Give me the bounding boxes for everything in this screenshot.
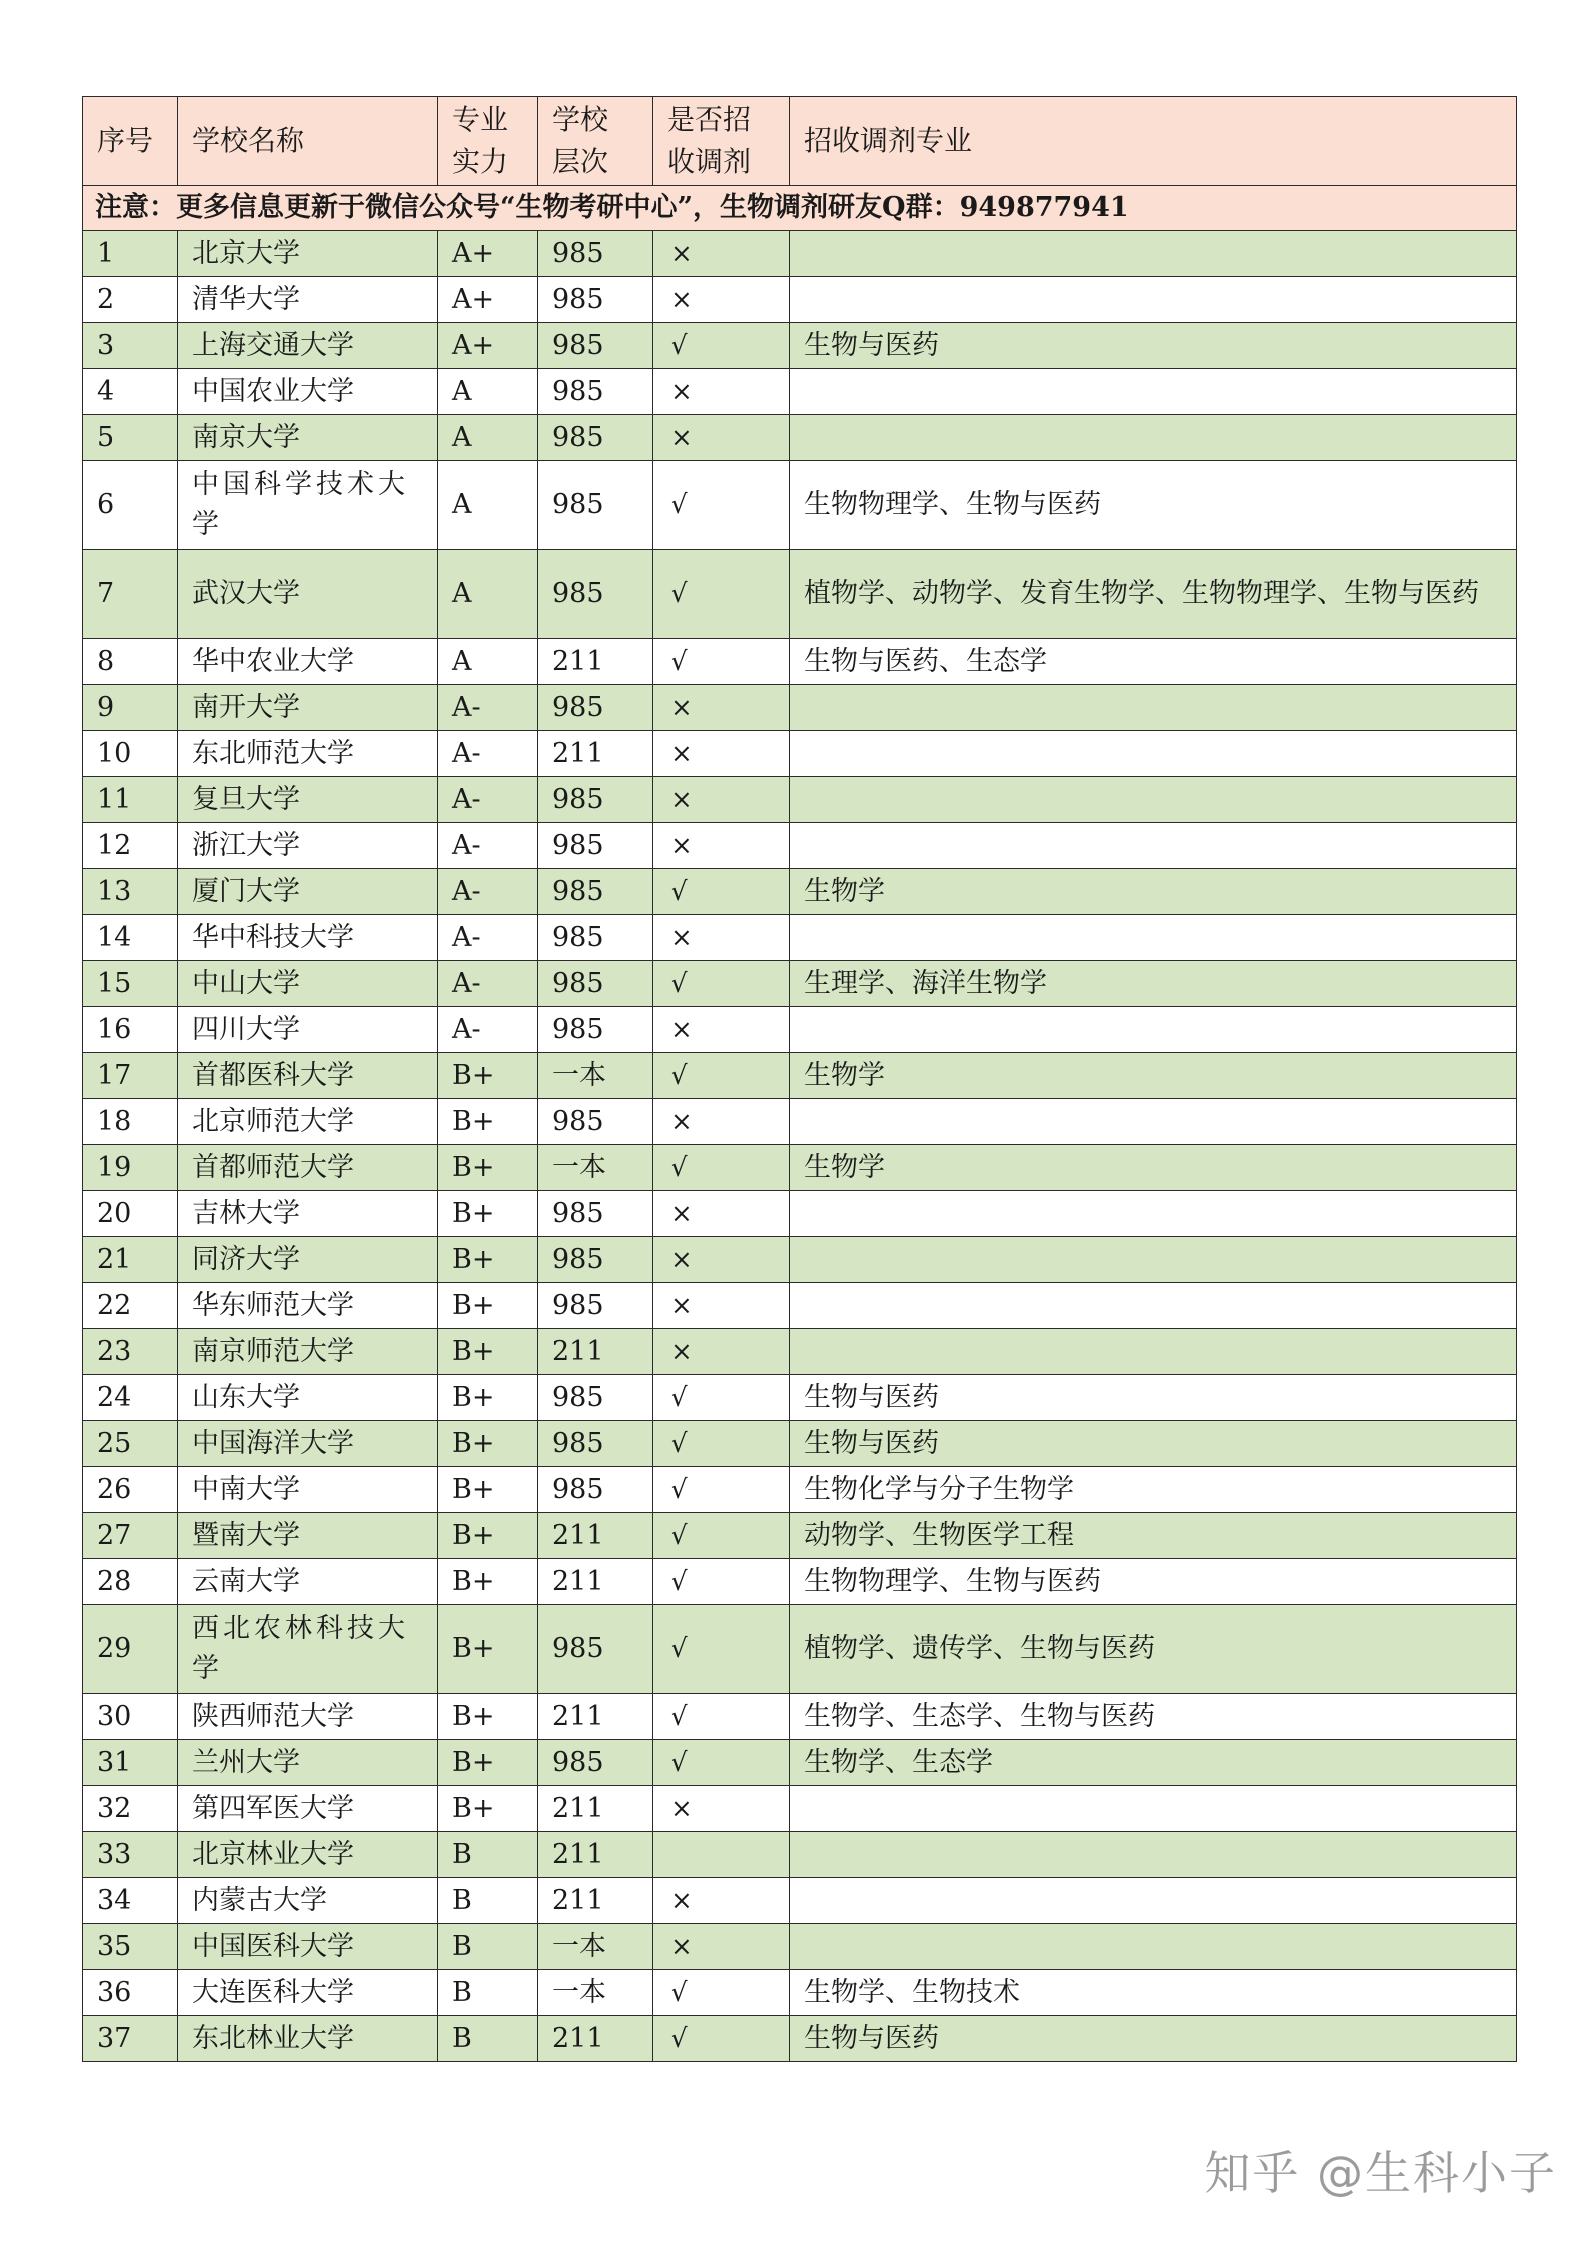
table-row [83, 1878, 1517, 1924]
table-row [83, 1605, 1517, 1694]
cell-level: 985 [538, 461, 653, 550]
cell-school: 华东师范大学 [178, 1283, 438, 1329]
cell-level: 211 [538, 1832, 653, 1878]
cell-no: 32 [83, 1786, 178, 1832]
cell-strength: B+ [438, 1053, 538, 1099]
cell-school: 首都师范大学 [178, 1145, 438, 1191]
cell-adjust-mark: × [653, 1786, 790, 1832]
cell-majors: 生物学 [790, 869, 1517, 915]
table-row [83, 915, 1517, 961]
cell-strength: A [438, 639, 538, 685]
table-row [83, 1832, 1517, 1878]
cell-school: 大连医科大学 [178, 1970, 438, 2016]
table-row [83, 323, 1517, 369]
cell-level: 211 [538, 1786, 653, 1832]
table-row [83, 1145, 1517, 1191]
cell-majors: 生物物理学、生物与医药 [790, 461, 1517, 550]
table-row [83, 1467, 1517, 1513]
cell-majors: 生理学、海洋生物学 [790, 961, 1517, 1007]
cell-adjust-mark: √ [653, 1467, 790, 1513]
cell-level: 985 [538, 323, 653, 369]
cell-majors: 生物与医药 [790, 1421, 1517, 1467]
school-adjustment-table [82, 96, 1517, 2062]
cell-no: 31 [83, 1740, 178, 1786]
cell-majors [790, 685, 1517, 731]
cell-adjust-mark: √ [653, 1559, 790, 1605]
cell-level: 211 [538, 2016, 653, 2062]
cell-school: 第四军医大学 [178, 1786, 438, 1832]
cell-school: 四川大学 [178, 1007, 438, 1053]
cell-school: 中国科学技术大学 [178, 461, 438, 550]
cell-level: 985 [538, 869, 653, 915]
cell-strength: B+ [438, 1283, 538, 1329]
cell-no: 27 [83, 1513, 178, 1559]
cell-school: 内蒙古大学 [178, 1878, 438, 1924]
table-row [83, 777, 1517, 823]
cell-strength: B+ [438, 1513, 538, 1559]
cell-adjust-mark: √ [653, 1740, 790, 1786]
cell-level: 211 [538, 1513, 653, 1559]
cell-adjust-mark: √ [653, 1694, 790, 1740]
table-row [83, 685, 1517, 731]
table-row [83, 1924, 1517, 1970]
cell-no: 20 [83, 1191, 178, 1237]
cell-adjust-mark: √ [653, 323, 790, 369]
cell-strength: B+ [438, 1237, 538, 1283]
cell-strength: A- [438, 731, 538, 777]
cell-strength: B+ [438, 1421, 538, 1467]
cell-no: 9 [83, 685, 178, 731]
table-row [83, 1099, 1517, 1145]
cell-adjust-mark: × [653, 915, 790, 961]
cell-no: 23 [83, 1329, 178, 1375]
table-row [83, 231, 1517, 277]
cell-adjust-mark: × [653, 1237, 790, 1283]
table-row [83, 415, 1517, 461]
cell-school: 山东大学 [178, 1375, 438, 1421]
table-row [83, 277, 1517, 323]
cell-adjust-mark: × [653, 1191, 790, 1237]
cell-majors [790, 1007, 1517, 1053]
table-row [83, 1559, 1517, 1605]
table-row [83, 1237, 1517, 1283]
cell-adjust-mark: √ [653, 1970, 790, 2016]
cell-level: 一本 [538, 1970, 653, 2016]
cell-no: 35 [83, 1924, 178, 1970]
cell-school: 上海交通大学 [178, 323, 438, 369]
header-strength: 专业 实力 [438, 97, 538, 186]
cell-school: 清华大学 [178, 277, 438, 323]
cell-majors: 生物学 [790, 1053, 1517, 1099]
cell-majors [790, 277, 1517, 323]
cell-no: 17 [83, 1053, 178, 1099]
cell-school: 北京师范大学 [178, 1099, 438, 1145]
header-no: 序号 [83, 97, 178, 186]
cell-school: 中国农业大学 [178, 369, 438, 415]
cell-level: 211 [538, 1559, 653, 1605]
cell-adjust-mark: × [653, 1878, 790, 1924]
cell-adjust-mark: × [653, 823, 790, 869]
cell-adjust-mark: √ [653, 961, 790, 1007]
cell-school: 西北农林科技大学 [178, 1605, 438, 1694]
cell-no: 21 [83, 1237, 178, 1283]
cell-no: 18 [83, 1099, 178, 1145]
cell-adjust-mark: × [653, 731, 790, 777]
table-row [83, 1421, 1517, 1467]
cell-strength: A- [438, 915, 538, 961]
cell-no: 3 [83, 323, 178, 369]
cell-level: 985 [538, 231, 653, 277]
cell-level: 985 [538, 369, 653, 415]
cell-adjust-mark: × [653, 777, 790, 823]
cell-adjust-mark: × [653, 1283, 790, 1329]
table-row [83, 1329, 1517, 1375]
cell-no: 30 [83, 1694, 178, 1740]
cell-school: 中国医科大学 [178, 1924, 438, 1970]
cell-level: 985 [538, 1467, 653, 1513]
table-row [83, 1191, 1517, 1237]
cell-majors [790, 1329, 1517, 1375]
cell-level: 一本 [538, 1053, 653, 1099]
cell-strength: B+ [438, 1145, 538, 1191]
cell-majors [790, 915, 1517, 961]
cell-no: 24 [83, 1375, 178, 1421]
cell-level: 985 [538, 1237, 653, 1283]
cell-strength: B+ [438, 1605, 538, 1694]
cell-majors: 生物化学与分子生物学 [790, 1467, 1517, 1513]
cell-no: 28 [83, 1559, 178, 1605]
cell-school: 厦门大学 [178, 869, 438, 915]
cell-majors [790, 1786, 1517, 1832]
cell-level: 一本 [538, 1924, 653, 1970]
table-row [83, 1970, 1517, 2016]
cell-adjust-mark: × [653, 1007, 790, 1053]
cell-majors [790, 369, 1517, 415]
cell-adjust-mark: × [653, 369, 790, 415]
cell-majors: 生物与医药 [790, 323, 1517, 369]
cell-adjust-mark [653, 1832, 790, 1878]
cell-no: 25 [83, 1421, 178, 1467]
table-row [83, 1513, 1517, 1559]
cell-level: 985 [538, 415, 653, 461]
cell-no: 29 [83, 1605, 178, 1694]
cell-strength: A+ [438, 277, 538, 323]
cell-majors [790, 1283, 1517, 1329]
table-row [83, 1786, 1517, 1832]
cell-level: 985 [538, 1007, 653, 1053]
cell-majors: 植物学、动物学、发育生物学、生物物理学、生物与医药 [790, 550, 1517, 639]
cell-majors: 生物物理学、生物与医药 [790, 1559, 1517, 1605]
cell-no: 37 [83, 2016, 178, 2062]
cell-level: 211 [538, 1329, 653, 1375]
cell-level: 985 [538, 777, 653, 823]
cell-school: 武汉大学 [178, 550, 438, 639]
cell-strength: A+ [438, 231, 538, 277]
header-majors: 招收调剂专业 [790, 97, 1517, 186]
cell-majors: 生物与医药、生态学 [790, 639, 1517, 685]
cell-level: 211 [538, 1878, 653, 1924]
cell-strength: B [438, 1970, 538, 2016]
cell-school: 云南大学 [178, 1559, 438, 1605]
cell-strength: A+ [438, 323, 538, 369]
cell-school: 北京林业大学 [178, 1832, 438, 1878]
cell-majors [790, 777, 1517, 823]
cell-adjust-mark: √ [653, 1053, 790, 1099]
cell-strength: B+ [438, 1559, 538, 1605]
header-school: 学校名称 [178, 97, 438, 186]
cell-no: 4 [83, 369, 178, 415]
cell-strength: A- [438, 961, 538, 1007]
notice-text: 注意：更多信息更新于微信公众号“生物考研中心”，生物调剂研友Q群：949877941 [83, 186, 1517, 231]
header-level: 学校 层次 [538, 97, 653, 186]
cell-majors [790, 1924, 1517, 1970]
table-row [83, 1694, 1517, 1740]
cell-school: 东北师范大学 [178, 731, 438, 777]
table-body [83, 97, 1517, 2062]
cell-strength: B [438, 2016, 538, 2062]
cell-strength: B+ [438, 1375, 538, 1421]
cell-school: 南开大学 [178, 685, 438, 731]
cell-majors [790, 731, 1517, 777]
cell-level: 211 [538, 731, 653, 777]
cell-school: 首都医科大学 [178, 1053, 438, 1099]
table-header-row [83, 97, 1517, 186]
cell-strength: B [438, 1832, 538, 1878]
cell-level: 985 [538, 961, 653, 1007]
cell-adjust-mark: × [653, 1099, 790, 1145]
cell-adjust-mark: √ [653, 1375, 790, 1421]
cell-adjust-mark: √ [653, 639, 790, 685]
cell-strength: B+ [438, 1786, 538, 1832]
cell-no: 14 [83, 915, 178, 961]
cell-school: 同济大学 [178, 1237, 438, 1283]
cell-level: 985 [538, 1283, 653, 1329]
cell-majors: 生物学、生态学、生物与医药 [790, 1694, 1517, 1740]
cell-adjust-mark: √ [653, 2016, 790, 2062]
cell-adjust-mark: √ [653, 869, 790, 915]
cell-majors [790, 1099, 1517, 1145]
cell-majors: 植物学、遗传学、生物与医药 [790, 1605, 1517, 1694]
cell-strength: B+ [438, 1694, 538, 1740]
cell-no: 7 [83, 550, 178, 639]
cell-adjust-mark: √ [653, 1513, 790, 1559]
table-row [83, 1007, 1517, 1053]
cell-majors: 生物学 [790, 1145, 1517, 1191]
cell-school: 南京师范大学 [178, 1329, 438, 1375]
cell-strength: A [438, 415, 538, 461]
cell-majors [790, 823, 1517, 869]
cell-level: 985 [538, 823, 653, 869]
cell-adjust-mark: × [653, 1329, 790, 1375]
cell-majors [790, 415, 1517, 461]
cell-school: 复旦大学 [178, 777, 438, 823]
cell-level: 211 [538, 639, 653, 685]
table-row [83, 1375, 1517, 1421]
cell-majors: 生物与医药 [790, 2016, 1517, 2062]
cell-strength: B+ [438, 1329, 538, 1375]
cell-school: 浙江大学 [178, 823, 438, 869]
cell-strength: A- [438, 823, 538, 869]
table-row [83, 639, 1517, 685]
cell-no: 5 [83, 415, 178, 461]
cell-no: 22 [83, 1283, 178, 1329]
cell-strength: A- [438, 777, 538, 823]
cell-no: 12 [83, 823, 178, 869]
cell-strength: A [438, 550, 538, 639]
table-row [83, 1740, 1517, 1786]
cell-adjust-mark: × [653, 231, 790, 277]
cell-no: 1 [83, 231, 178, 277]
cell-strength: A [438, 369, 538, 415]
cell-adjust-mark: × [653, 277, 790, 323]
cell-level: 985 [538, 277, 653, 323]
cell-school: 吉林大学 [178, 1191, 438, 1237]
cell-no: 2 [83, 277, 178, 323]
cell-school: 兰州大学 [178, 1740, 438, 1786]
cell-school: 东北林业大学 [178, 2016, 438, 2062]
cell-adjust-mark: × [653, 1924, 790, 1970]
cell-majors: 动物学、生物医学工程 [790, 1513, 1517, 1559]
cell-majors [790, 1191, 1517, 1237]
table-row [83, 369, 1517, 415]
table-row [83, 961, 1517, 1007]
cell-strength: A- [438, 869, 538, 915]
cell-school: 华中科技大学 [178, 915, 438, 961]
cell-strength: B+ [438, 1099, 538, 1145]
cell-level: 985 [538, 550, 653, 639]
cell-no: 8 [83, 639, 178, 685]
cell-majors [790, 1878, 1517, 1924]
cell-strength: A- [438, 685, 538, 731]
cell-no: 19 [83, 1145, 178, 1191]
cell-adjust-mark: √ [653, 1145, 790, 1191]
cell-adjust-mark: √ [653, 550, 790, 639]
cell-strength: A [438, 461, 538, 550]
cell-strength: A- [438, 1007, 538, 1053]
cell-level: 一本 [538, 1145, 653, 1191]
cell-level: 985 [538, 1740, 653, 1786]
cell-level: 985 [538, 1099, 653, 1145]
cell-no: 16 [83, 1007, 178, 1053]
cell-no: 11 [83, 777, 178, 823]
cell-strength: B+ [438, 1740, 538, 1786]
cell-no: 26 [83, 1467, 178, 1513]
cell-strength: B [438, 1924, 538, 1970]
cell-school: 北京大学 [178, 231, 438, 277]
cell-school: 华中农业大学 [178, 639, 438, 685]
cell-school: 中山大学 [178, 961, 438, 1007]
cell-strength: B+ [438, 1467, 538, 1513]
cell-no: 10 [83, 731, 178, 777]
cell-strength: B [438, 1878, 538, 1924]
cell-level: 985 [538, 1605, 653, 1694]
cell-majors: 生物学、生物技术 [790, 1970, 1517, 2016]
cell-adjust-mark: √ [653, 461, 790, 550]
cell-school: 陕西师范大学 [178, 1694, 438, 1740]
table-row [83, 869, 1517, 915]
cell-no: 6 [83, 461, 178, 550]
cell-majors: 生物学、生态学 [790, 1740, 1517, 1786]
cell-no: 15 [83, 961, 178, 1007]
cell-school: 暨南大学 [178, 1513, 438, 1559]
table-row [83, 731, 1517, 777]
table-row [83, 2016, 1517, 2062]
cell-level: 211 [538, 1694, 653, 1740]
cell-no: 13 [83, 869, 178, 915]
cell-no: 36 [83, 1970, 178, 2016]
table-row [83, 1053, 1517, 1099]
cell-adjust-mark: √ [653, 1605, 790, 1694]
cell-majors [790, 1237, 1517, 1283]
cell-school: 南京大学 [178, 415, 438, 461]
cell-majors [790, 231, 1517, 277]
cell-adjust-mark: × [653, 415, 790, 461]
cell-level: 985 [538, 1191, 653, 1237]
table-row [83, 550, 1517, 639]
header-adjust: 是否招 收调剂 [653, 97, 790, 186]
table-row [83, 1283, 1517, 1329]
notice-row [83, 186, 1517, 231]
watermark: 知乎 @生科小子 [1204, 2146, 1557, 2200]
cell-no: 34 [83, 1878, 178, 1924]
cell-strength: B+ [438, 1191, 538, 1237]
cell-school: 中国海洋大学 [178, 1421, 438, 1467]
cell-level: 985 [538, 1375, 653, 1421]
cell-level: 985 [538, 1421, 653, 1467]
cell-adjust-mark: √ [653, 1421, 790, 1467]
cell-level: 985 [538, 915, 653, 961]
cell-level: 985 [538, 685, 653, 731]
cell-school: 中南大学 [178, 1467, 438, 1513]
cell-no: 33 [83, 1832, 178, 1878]
table-row [83, 461, 1517, 550]
table-row [83, 823, 1517, 869]
cell-majors: 生物与医药 [790, 1375, 1517, 1421]
cell-adjust-mark: × [653, 685, 790, 731]
cell-majors [790, 1832, 1517, 1878]
